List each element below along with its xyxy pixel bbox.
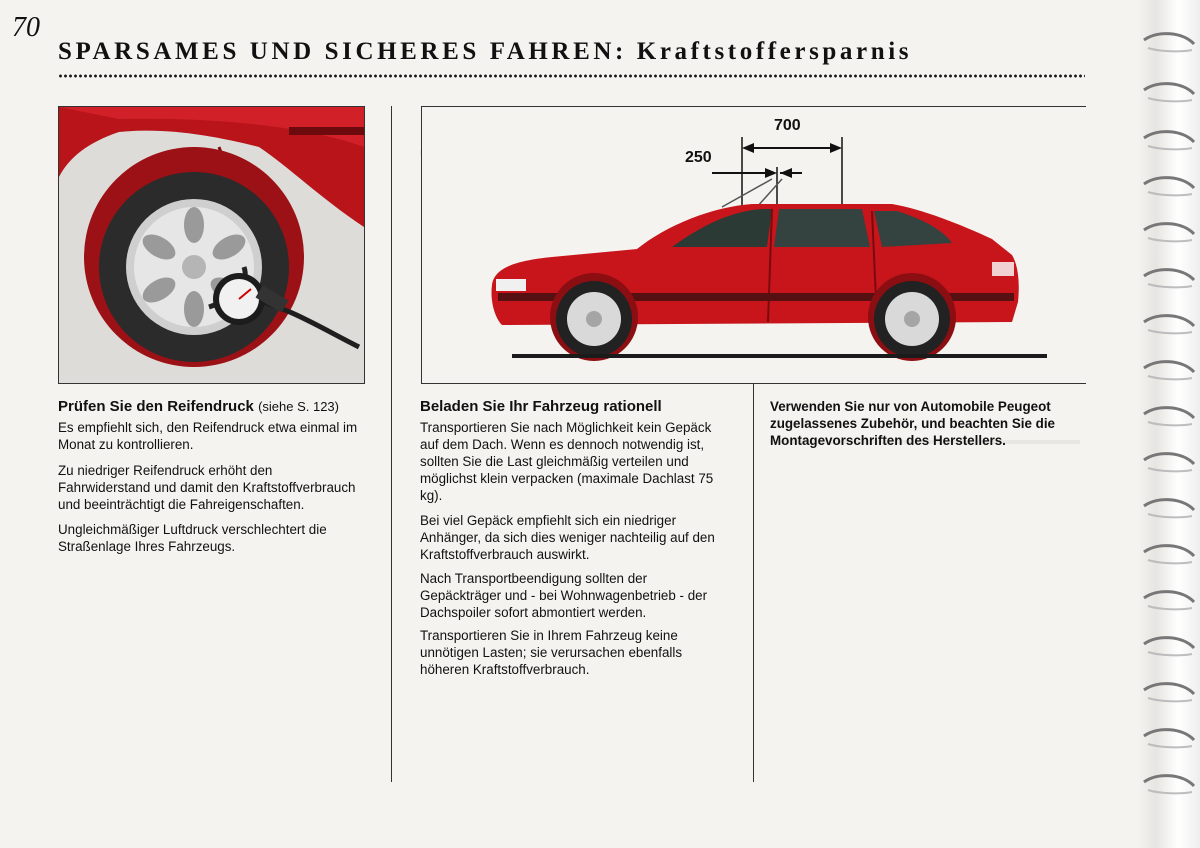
car-load-figure	[421, 106, 1086, 384]
dimension-250: 250	[685, 149, 712, 166]
car-side-illustration	[422, 107, 1086, 383]
tire-pressure-heading-text: Prüfen Sie den Reifendruck	[58, 398, 254, 415]
loading-paragraph-3: Nach Transportbeendigung sollten der Gepäckträger und - bei Wohnwagenbetrieb - der Dachspoiler sofort abmontiert werden.	[420, 571, 708, 620]
column-divider	[391, 106, 392, 782]
accessory-notice: Verwenden Sie nur von Automobile Peugeot zugelassenes Zubehör, und beachten Sie die Montagevorschriften des Herstellers.	[770, 399, 1055, 448]
bleed-through-text	[770, 440, 1080, 694]
page-reference: (siehe S. 123)	[258, 399, 339, 414]
page-title: SPARSAMES UND SICHERES FAHREN: Kraftstoffersparnis	[58, 38, 913, 65]
spiral-binding	[1138, 0, 1200, 848]
binding-coils	[1138, 0, 1200, 848]
page-number: 70	[12, 12, 40, 43]
tire-pressure-paragraph-1: Es empfiehlt sich, den Reifendruck etwa einmal im Monat zu kontrollieren.	[58, 420, 358, 452]
loading-heading: Beladen Sie Ihr Fahrzeug rationell	[420, 398, 662, 415]
loading-paragraph-4: Transportieren Sie in Ihrem Fahrzeug keine unnötigen Lasten; sie verursachen ebenfalls höheren Kraftstoffverbrauch.	[420, 628, 683, 677]
dimension-700: 700	[774, 117, 801, 134]
tire-pressure-paragraph-2: Zu niedriger Reifendruck erhöht den Fahrwiderstand und damit den Kraftstoffverbrauch und beeinträchtigt die Fahreigenschaften.	[58, 463, 356, 512]
loading-paragraph-2: Bei viel Gepäck empfiehlt sich ein niedriger Anhänger, da sich dies weniger nachteilig auf den Kraftstoffverbrauch auswirkt.	[420, 513, 715, 562]
tire-pressure-illustration	[59, 107, 364, 383]
tire-pressure-paragraph-3: Ungleichmäßiger Luftdruck verschlechtert die Straßenlage Ihres Fahrzeugs.	[58, 522, 327, 554]
tire-pressure-heading	[58, 398, 378, 415]
loading-paragraph-1: Transportieren Sie nach Möglichkeit kein Gepäck auf dem Dach. Wenn es dennoch notwendig ist, sollten Sie die Last gleichmäßig verteilen und möglichst klein verpacken (maximale Dachlast 75 kg).	[420, 420, 714, 503]
dotted-rule	[58, 74, 1085, 78]
tire-pressure-figure	[58, 106, 365, 384]
